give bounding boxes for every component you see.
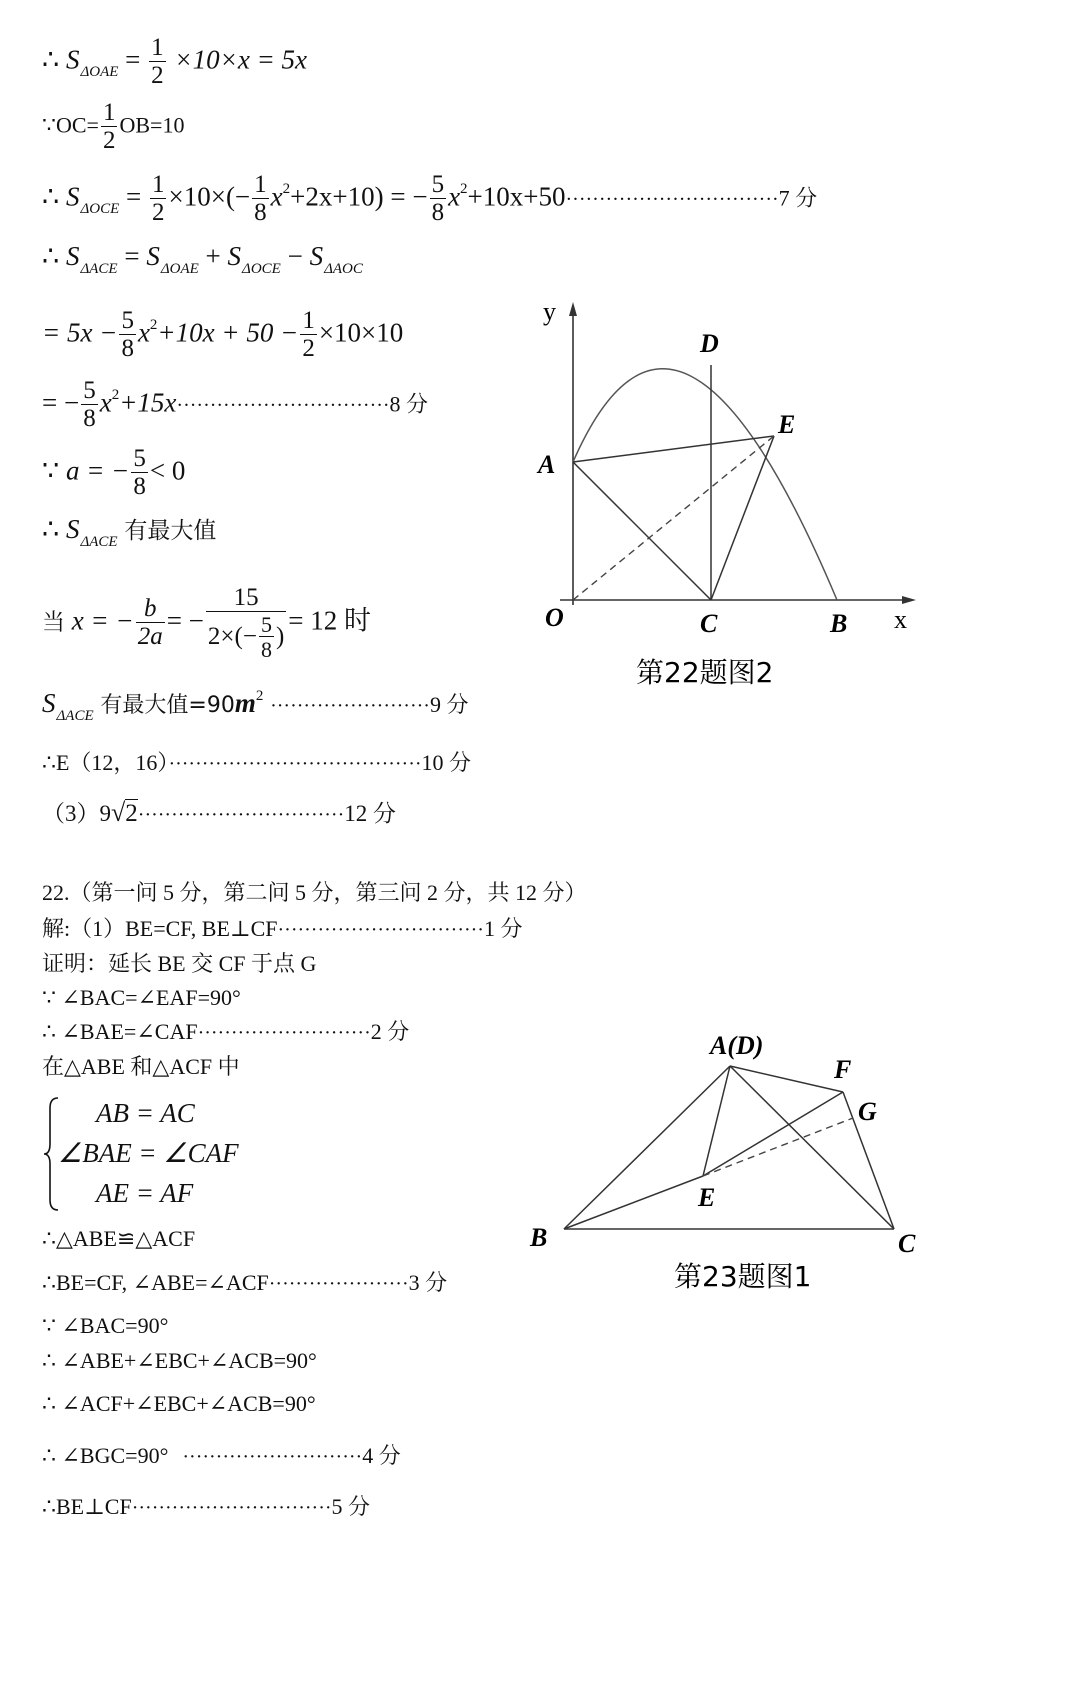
line-simplified: = − $\frac{5}{8}$ $x^2+15x\cdot\cdot\cdot\cdot\cdot\cdot\cdot\cdot\cdot\cdot\cdot\cdot\cdot\cdot\cdot\cdot\cdot\cdot\cdot\cdot\cdot\cdot\cdot\cdot\cdot\cdot\cdot\cdot\cdot\cdot\cdot\cdot 8$ 分	[42, 377, 429, 433]
score-label: 2 分	[370, 1019, 410, 1044]
segment-ae	[703, 1066, 730, 1176]
segment-ce	[711, 436, 774, 600]
label-d: D	[700, 329, 719, 358]
system-eq-2: ∠BAE = ∠CAF	[58, 1138, 239, 1168]
fraction: $\frac{1}{8}$	[254, 171, 267, 227]
segment-be	[564, 1176, 703, 1229]
system-eq-1: AB = AC	[96, 1098, 195, 1128]
q22-line7: ∴BE=CF, ∠ABE=∠ACF·····················3 分	[42, 1270, 448, 1295]
label-y: y	[543, 297, 556, 326]
line-max-value: $S_{\Delta ACE}$ 有最大值$=90m^2 \cdot\cdot\cdot\cdot\cdot\cdot\cdot\cdot\cdot\cdot\cdot\cdot\cdot\cdot\cdot\cdot\cdot\cdot\cdot\cdot\cdot\cdot\cdot\cdot 9$ 分	[42, 688, 469, 724]
q22-line6: ∴△ABE≌△ACF	[42, 1226, 196, 1251]
segment-ae	[573, 436, 774, 462]
segment-ac	[573, 462, 711, 600]
fraction: $\frac{5}{8}$	[121, 307, 134, 363]
label-c: C	[898, 1229, 916, 1258]
line-has-max: ∴ $S_{\Delta ACE}$ 有最大值	[42, 514, 217, 550]
fraction: $\frac{1}{2}$	[151, 171, 165, 227]
line-s-oae: ∴ $S_{\Delta OAE}$ = $\frac{1}{2}$ ×10×x = 5x	[42, 34, 308, 90]
label-o: O	[545, 603, 564, 632]
label-e: E	[778, 410, 796, 439]
score-label: 8 分	[389, 391, 429, 417]
label-g: G	[858, 1097, 877, 1126]
segment-ef	[703, 1092, 843, 1176]
line-vertex-x: 当 x = − $\frac{b}{2a}$ = − 15 2×(− $\frac{5}{8}$ ) = 12 时	[42, 584, 371, 663]
line-s-oce: ∴ $S_{\Delta OCE}$ = $\frac{1}{2}$ ×10×(− $\frac{1}{8}$ $x^2+2x+10$) = − $\frac{5}{8}$ $x^2+10x+50\cdot\cdot\cdot\cdot\cdot\cdot\cdot\cdot\cdot\cdot\cdot\cdot\cdot\cdot\cdot\cdot\cdot\cdot\cdot\cdot\cdot\cdot\cdot\cdot\cdot\cdot\cdot\cdot\cdot\cdot\cdot\cdot 7$ 分	[42, 171, 818, 227]
fraction: $\frac{1}{2}$	[302, 307, 315, 363]
score-label: 7 分	[778, 185, 818, 211]
y-axis-arrow	[569, 302, 577, 316]
line-point-e: ∴E（12，16）······································10 分	[42, 750, 472, 775]
score-label: 5 分	[331, 1494, 371, 1519]
q22-line9: ∴ ∠ABE+∠EBC+∠ACB=90°	[42, 1348, 317, 1373]
label-x: x	[894, 605, 907, 634]
fraction: $\frac{5}{8}$	[83, 377, 96, 433]
question-22-header: 22.（第一问 5 分，第二问 5 分，第三问 2 分，共 12 分）	[42, 880, 587, 905]
label-e: E	[698, 1183, 716, 1212]
q22-line1: 解:（1）BE=CF, BE⊥CF·······························1 分	[42, 916, 523, 941]
sqrt-symbol: √	[111, 798, 126, 827]
segment-af	[730, 1066, 843, 1092]
q22-line12: ∴BE⊥CF······························5 分	[42, 1494, 371, 1519]
figure-23-triangle	[520, 1020, 940, 1300]
line-a-negative: ∵ a = − $\frac{5}{8}$ < 0	[42, 445, 186, 501]
score-label: 3 分	[408, 1270, 448, 1295]
q22-line8: ∵ ∠BAC=90°	[42, 1313, 169, 1338]
fraction: $\frac{b}{2a}$	[137, 594, 163, 651]
q22-line5: 在△ABE 和△ACF 中	[42, 1054, 240, 1079]
because-symbol: ∵	[42, 112, 56, 138]
fraction: $\frac{1}{2}$	[102, 99, 116, 155]
score-label: 9 分	[429, 692, 469, 717]
line-s-ace-sum: ∴ $S_{\Delta ACE} = S_{\Delta OAE} + S_{\Delta OCE} - S_{\Delta AOC}$	[42, 241, 363, 277]
line-oc: ∵OC= $\frac{1}{2}$ OB=10	[42, 99, 185, 155]
score-label: 12 分	[344, 801, 396, 826]
q22-line2: 证明：延长 BE 交 CF 于点 G	[42, 951, 317, 976]
system-eq-3: AE = AF	[96, 1178, 194, 1208]
figure-22-graph	[520, 290, 940, 700]
score-label: 1 分	[483, 916, 523, 941]
score-label: 4 分	[362, 1443, 401, 1468]
q22-line10: ∴ ∠ACF+∠EBC+∠ACB=90°	[42, 1391, 316, 1416]
line-part3: （3）9√2·······························12 分	[42, 798, 396, 827]
figure-22-caption: 第22题图2	[636, 656, 774, 689]
fraction: $\frac{5}{8}$	[133, 445, 146, 501]
figure-23-caption: 第23题图1	[674, 1260, 812, 1293]
q22-line3: ∵ ∠BAC=∠EAF=90°	[42, 985, 241, 1010]
label-c: C	[700, 609, 718, 638]
segment-oe-dashed	[573, 436, 774, 600]
line-expand: = 5x − $\frac{5}{8}$ $x^2+10x + 50$ − $\frac{1}{2}$ ×10×10	[42, 307, 404, 363]
fraction: $\frac{1}{2}$	[151, 34, 164, 90]
score-label: 10 分	[421, 750, 472, 775]
fraction: 15 2×(− $\frac{5}{8}$ )	[207, 584, 285, 663]
q22-line4: ∴ ∠BAE=∠CAF··························2 分	[42, 1019, 410, 1044]
segment-eg-dashed	[703, 1118, 853, 1176]
label-b: B	[530, 1223, 548, 1252]
label-b: B	[830, 609, 848, 638]
parabola-curve	[573, 369, 837, 600]
fraction: $\frac{5}{8}$	[431, 171, 445, 227]
label-ad: A(D)	[710, 1031, 764, 1060]
therefore-symbol: ∴	[42, 44, 60, 75]
label-a: A	[538, 450, 556, 479]
q22-line11: ∴ ∠BGC=90° ···························4 分	[42, 1443, 401, 1468]
x-axis-arrow	[902, 596, 916, 604]
segment-ac	[730, 1066, 894, 1229]
label-f: F	[834, 1055, 852, 1084]
